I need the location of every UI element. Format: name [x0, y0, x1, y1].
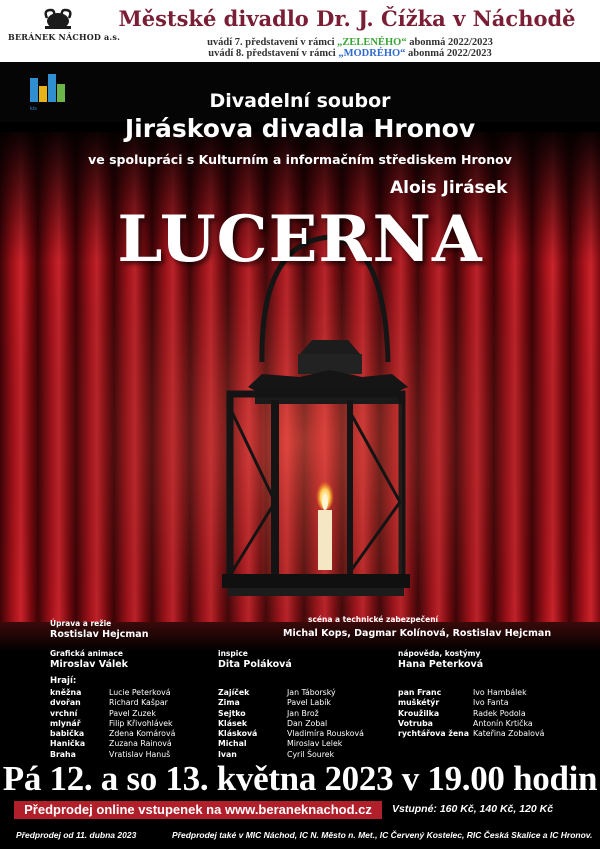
- actor: Lucie Peterková: [109, 688, 171, 697]
- inspice-label: inspice: [218, 649, 248, 658]
- actor: Filip Křivohlávek: [109, 718, 173, 728]
- presale-online-link[interactable]: Předprodej online vstupenek na www.beraneknachod.cz: [24, 802, 372, 817]
- ticket-prices: Vstupné: 160 Kč, 140 Kč, 120 Kč: [392, 803, 554, 815]
- abonma-line-blue: [150, 48, 550, 59]
- direction-name: Rostislav Hejcman: [50, 629, 149, 640]
- cast-col2-roles: [218, 688, 257, 760]
- role: Michal: [218, 739, 247, 749]
- actor: Miroslav Lelek: [287, 739, 343, 749]
- header: [0, 0, 600, 62]
- actor: Richard Kašpar: [109, 698, 168, 708]
- abonma-suffix: abonmá 2022/2023: [405, 48, 492, 59]
- kis-logo-text: kis: [30, 106, 37, 112]
- role: Kroužilka: [398, 708, 440, 718]
- role: Braha: [50, 749, 76, 759]
- actor: Pavel Labík: [287, 698, 331, 708]
- actor: Jan Brož: [287, 708, 319, 718]
- cast-label: Hrají:: [50, 676, 77, 686]
- actor: Zuzana Rainová: [109, 739, 172, 749]
- stage-names: Michal Kops, Dagmar Kolínová, Rostislav Hejcman: [283, 628, 552, 639]
- performance-date: Pá 12. a so 13. května 2023 v 19.00 hodin: [2, 759, 598, 798]
- actor: Cyril Šourek: [287, 749, 335, 759]
- role: rychtářova žena: [398, 729, 469, 739]
- graphics-name: Miroslav Válek: [50, 659, 129, 670]
- role: mlynář: [50, 718, 81, 728]
- abonma-blue: „MODRÉHO“: [338, 48, 406, 59]
- stage-label: scéna a technické zabezpečení: [308, 615, 439, 624]
- cast-col1-roles: [50, 688, 85, 760]
- role: dvořan: [50, 698, 81, 708]
- role: pan Franc: [398, 688, 442, 697]
- abonma-suffix: abonmá 2022/2023: [406, 37, 493, 48]
- theatre-name: Městské divadlo Dr. J. Čížka v Náchodě: [118, 6, 576, 31]
- role: vrchní: [50, 708, 78, 718]
- cast-col3-roles: [398, 688, 469, 739]
- role: Ivan: [218, 749, 237, 759]
- role: Klásková: [218, 729, 258, 739]
- presale-locations: Předprodej také v MIC Náchod, IC N. Město n. Met., IC Červený Kostelec, RIC Česká Skalice a IC Hronov.: [172, 830, 593, 840]
- author: Alois Jirásek: [390, 178, 508, 198]
- presale-start-date: Předprodej od 11. dubna 2023: [16, 830, 137, 840]
- graphics-label: Grafická animace: [50, 649, 123, 658]
- role: Klásek: [218, 718, 248, 728]
- ensemble-name: Jiráskova divadla Hronov: [124, 114, 476, 143]
- prompt-name: Hana Peterková: [398, 659, 484, 670]
- ensemble-label: Divadelní soubor: [209, 90, 391, 112]
- actor: Jan Táborský: [287, 688, 336, 697]
- cast-col3-actors: [473, 688, 544, 739]
- actor: Ivo Hambálek: [473, 688, 527, 697]
- abonma-prefix: uvádí 7. představení v rámci: [207, 37, 338, 48]
- actor: Vladimíra Rousková: [287, 729, 364, 739]
- role: Hanička: [50, 739, 86, 749]
- role: Votruba: [398, 718, 433, 728]
- collaboration-note: ve spolupráci s Kulturním a informačním střediskem Hronov: [88, 152, 512, 167]
- role: babička: [50, 729, 85, 739]
- presale-banner: [14, 801, 382, 819]
- cast-col1-actors: [109, 688, 175, 760]
- role: Zajíček: [218, 688, 250, 697]
- inspice-name: Dita Poláková: [218, 659, 292, 670]
- beranek-logo: [8, 6, 121, 56]
- actor: Antonín Krtička: [473, 718, 533, 728]
- actor: Kateřina Zobalová: [473, 729, 545, 739]
- logo-text: BERÁNEK NÁCHOD a.s.: [8, 32, 121, 42]
- actor: Radek Podola: [473, 708, 526, 718]
- actor: Dan Zobal: [287, 718, 328, 728]
- cast-col2-actors: [287, 688, 364, 760]
- play-title: LUCERNA: [117, 202, 483, 277]
- actor: Ivo Fanta: [473, 698, 509, 708]
- abonma-green: „ZELENÉHO“: [337, 37, 407, 48]
- abonma-prefix: uvádí 8. představení v rámci: [208, 48, 339, 59]
- prompt-label: nápověda, kostýmy: [398, 649, 481, 658]
- role: Zima: [218, 698, 240, 708]
- abonma-line-green: [150, 37, 550, 48]
- role: muškétýr: [398, 698, 440, 708]
- role: Sejtko: [218, 708, 246, 718]
- actor: Pavel Zuzek: [109, 708, 156, 718]
- role: kněžna: [50, 688, 82, 697]
- direction-label: Úprava a režie: [50, 619, 112, 628]
- ram-head-icon: [41, 6, 75, 30]
- actor: Zdena Komárová: [109, 729, 176, 739]
- actor: Vratislav Hanuš: [109, 749, 171, 759]
- poster: [0, 62, 600, 849]
